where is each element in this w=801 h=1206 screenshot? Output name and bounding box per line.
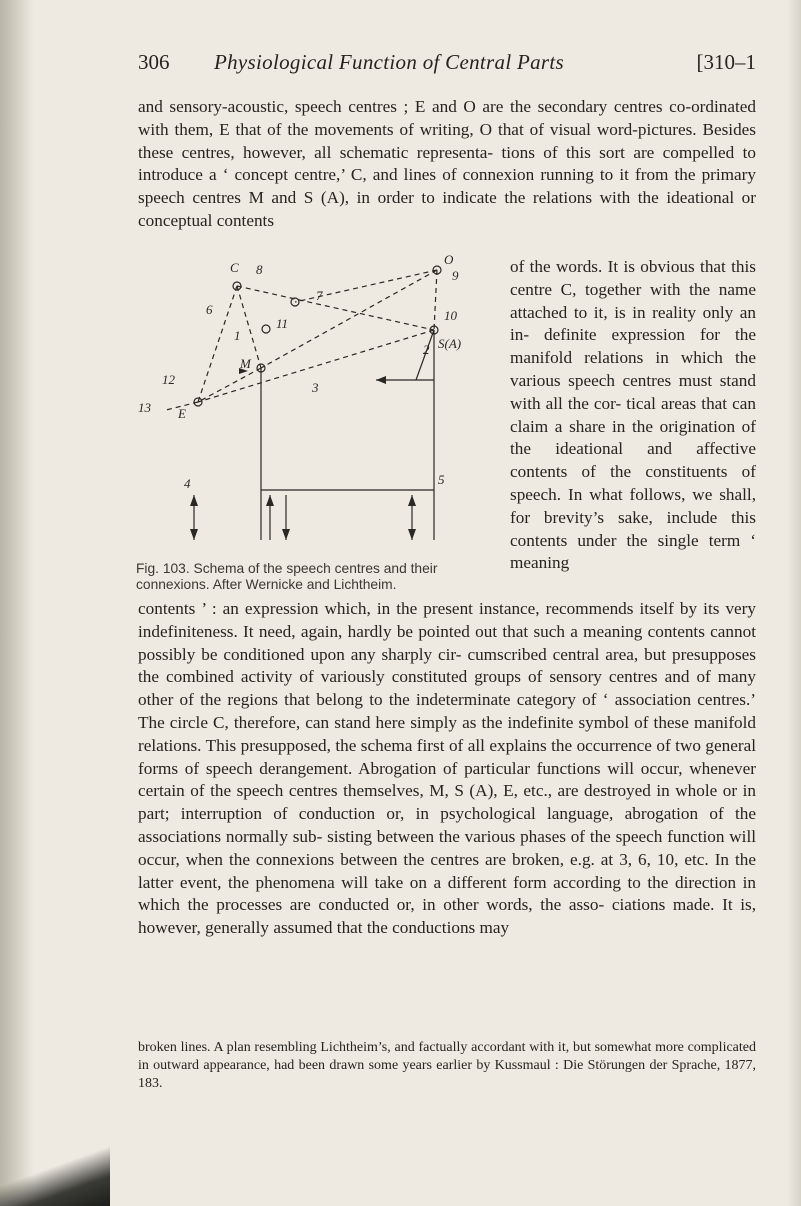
page-header [138, 50, 756, 80]
label-c: C [230, 260, 239, 275]
label-8: 8 [256, 262, 263, 277]
label-m: M [240, 356, 251, 371]
scan-corner-shadow [0, 1146, 110, 1206]
section-reference: [310–1 [696, 50, 756, 74]
label-13: 13 [138, 400, 151, 415]
label-s-a: S(A) [438, 336, 462, 351]
label-2: 2 [423, 342, 430, 357]
paragraph-2: contents ’ : an expression which, in the present instance, recommends itself by its very indefiniteness. It need, again, hardly be pointed out that such a meaning contents cannot possibly be conditioned upon any sharply cir- cumscribed central area, but presupposes the combined activity of variously constituted groups of sensory centres and of many other of the regions that belong to the indeterminate category of ‘ association centres.’ The circle C, therefore, can stand here simply as the indefinite symbol of these manifold relations. This presupposed, the schema first of all explains the occurrence of two general forms of speech derangement. Abrogation of particular functions will occur, whenever certain of the speech centres themselves, M, S (A), E, etc., are destroyed in whole or in part; interruption of conduction or, in psychological language, abrogation of the associations normally sub- sisting between the various phases of the speech function will occur, when the connexions between the centres are broken, e.g. at 3, 6, 10, etc. In the latter event, the phenomena will take on a different form according to the direction in which the processes are conducted or, in other words, the asso- ciations made. It is, however, generally assumed that the conductions may [138, 599, 756, 938]
page-number: 306 [138, 50, 170, 74]
label-12: 12 [162, 372, 175, 387]
label-o: O [444, 252, 454, 267]
running-title: Physiological Function of Central Parts [214, 50, 565, 74]
label-10: 10 [444, 308, 457, 323]
paragraph-1: and sensory-acoustic, speech centres ; E and O are the secondary centres co-ordinated with them, E that of the movements of writing, O that of visual word-pictures. Besides these centres, however, all schematic representa- tions of this sort are compelled to introduce a ‘ concept centre,’ C, and lines of connexion running to it from the primary speech centres M and S (A), in order to indicate the relations with the ideational or conceptual contents [138, 97, 756, 230]
label-1: 1 [234, 328, 241, 343]
label-e: E [178, 406, 186, 421]
speech-centres-schema-figure [136, 250, 556, 555]
label-4: 4 [184, 476, 191, 491]
label-6: 6 [206, 302, 213, 317]
page-edge-shadow [787, 0, 801, 1206]
label-3: 3 [312, 380, 319, 395]
label-9: 9 [452, 268, 459, 283]
wrapped-paragraph: of the words. It is obvious that this centre C, together with the name attached to it, is in reality only an in- definite expression for the manifold relations in which the various speech centres must stand with all the cor- tical areas that can claim a share in the origination of the ideational and affective contents of the constituents of speech. In what follows, we shall, for brevity’s sake, include this contents under the single term ‘ meaning [510, 257, 756, 573]
schema-diagram [136, 250, 556, 555]
label-11: 11 [276, 316, 289, 331]
label-5: 5 [438, 472, 445, 487]
footnote: broken lines. A plan resembling Lichtheim’s, and factually accordant with it, but somewhat more complicated in outward appearance, had been drawn some years earlier by Kussmaul : Die Störungen der Sprache, 1877, 183. [138, 1040, 756, 1092]
label-7: 7 [316, 288, 323, 303]
figure-caption: Fig. 103. Schema of the speech centres and their connexions. After Wernicke and Lichtheim. [136, 561, 438, 592]
page-binding-shadow [0, 0, 34, 1206]
